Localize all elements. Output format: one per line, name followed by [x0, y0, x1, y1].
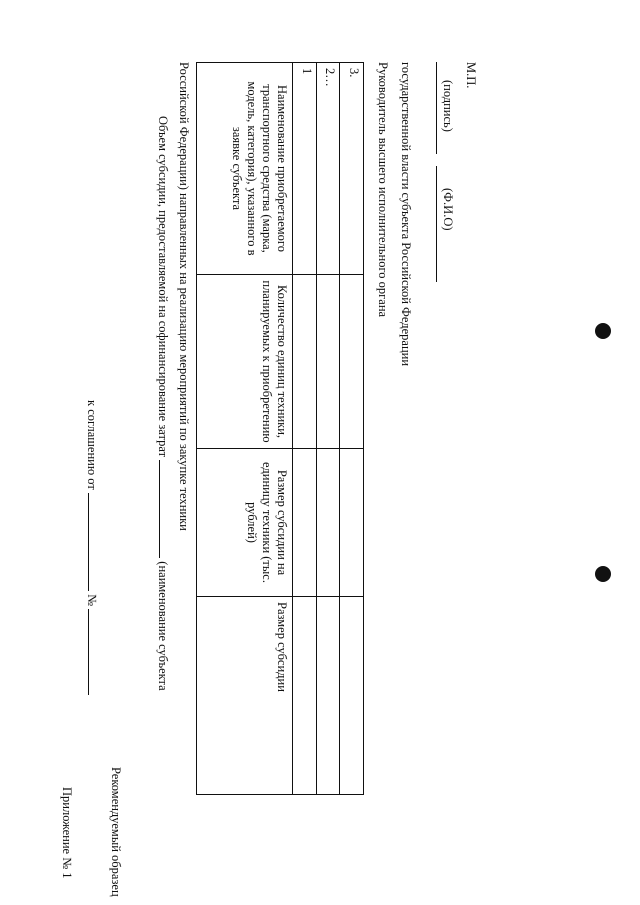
head-title-line-2: государственной власти субъекта Российской Федерации — [399, 62, 413, 367]
table-cell — [316, 597, 340, 795]
intro-line-1-tail: (наименование субъекта — [156, 561, 170, 691]
subsidy-table — [196, 62, 364, 795]
table-cell — [293, 449, 317, 597]
intro-line-2: Российской Федерации) направленных на реализацию мероприятий по закупке техники — [177, 62, 191, 531]
agreement-number-blank — [88, 609, 89, 695]
fio-caption: (Ф.И.О) — [441, 188, 455, 231]
agreement-line — [85, 400, 99, 695]
table-cell — [293, 597, 317, 795]
header-vehicle-name: Наименование приобретаемого транспортного средства (марка, модель, категория), указанного в заявке субъекта — [197, 63, 293, 275]
agreement-date-blank — [88, 493, 89, 591]
header-subsidy-amount: Размер субсидии — [197, 597, 293, 795]
subject-name-blank — [159, 460, 160, 558]
table-cell — [340, 449, 364, 597]
table-header-row — [197, 63, 293, 795]
intro-line-1-text: Объем субсидии, предоставляемой на софинансирование затрат — [156, 116, 170, 458]
header-quantity: Количество единиц техники, планируемых к приобретению — [197, 275, 293, 449]
table-row — [293, 63, 317, 795]
signature-caption: (подпись) — [441, 80, 455, 132]
head-title-line-1: Руководитель высшего исполнительного органа — [376, 62, 390, 318]
table-cell — [316, 449, 340, 597]
row-label-cell: 2… — [316, 63, 340, 275]
table-cell — [340, 275, 364, 449]
fio-line — [436, 166, 437, 282]
row-label-cell: 1 — [293, 63, 317, 275]
table-cell — [293, 275, 317, 449]
appendix-label: Приложение № 1 — [60, 787, 74, 879]
table-row — [316, 63, 340, 795]
table-row — [340, 63, 364, 795]
table-cell — [340, 597, 364, 795]
table-cell — [316, 275, 340, 449]
recommended-sample-label: Рекомендуемый образец — [109, 767, 123, 897]
header-subsidy-per-unit: Размер субсидии на единицу техники (тыс. рублей) — [197, 449, 293, 597]
agreement-prefix: к соглашению от — [85, 400, 99, 490]
intro-line-1 — [156, 116, 170, 691]
agreement-number-label: № — [85, 594, 99, 607]
signature-line — [436, 62, 437, 154]
stamp-label: М.П. — [464, 62, 478, 89]
row-label-cell: 3. — [340, 63, 364, 275]
